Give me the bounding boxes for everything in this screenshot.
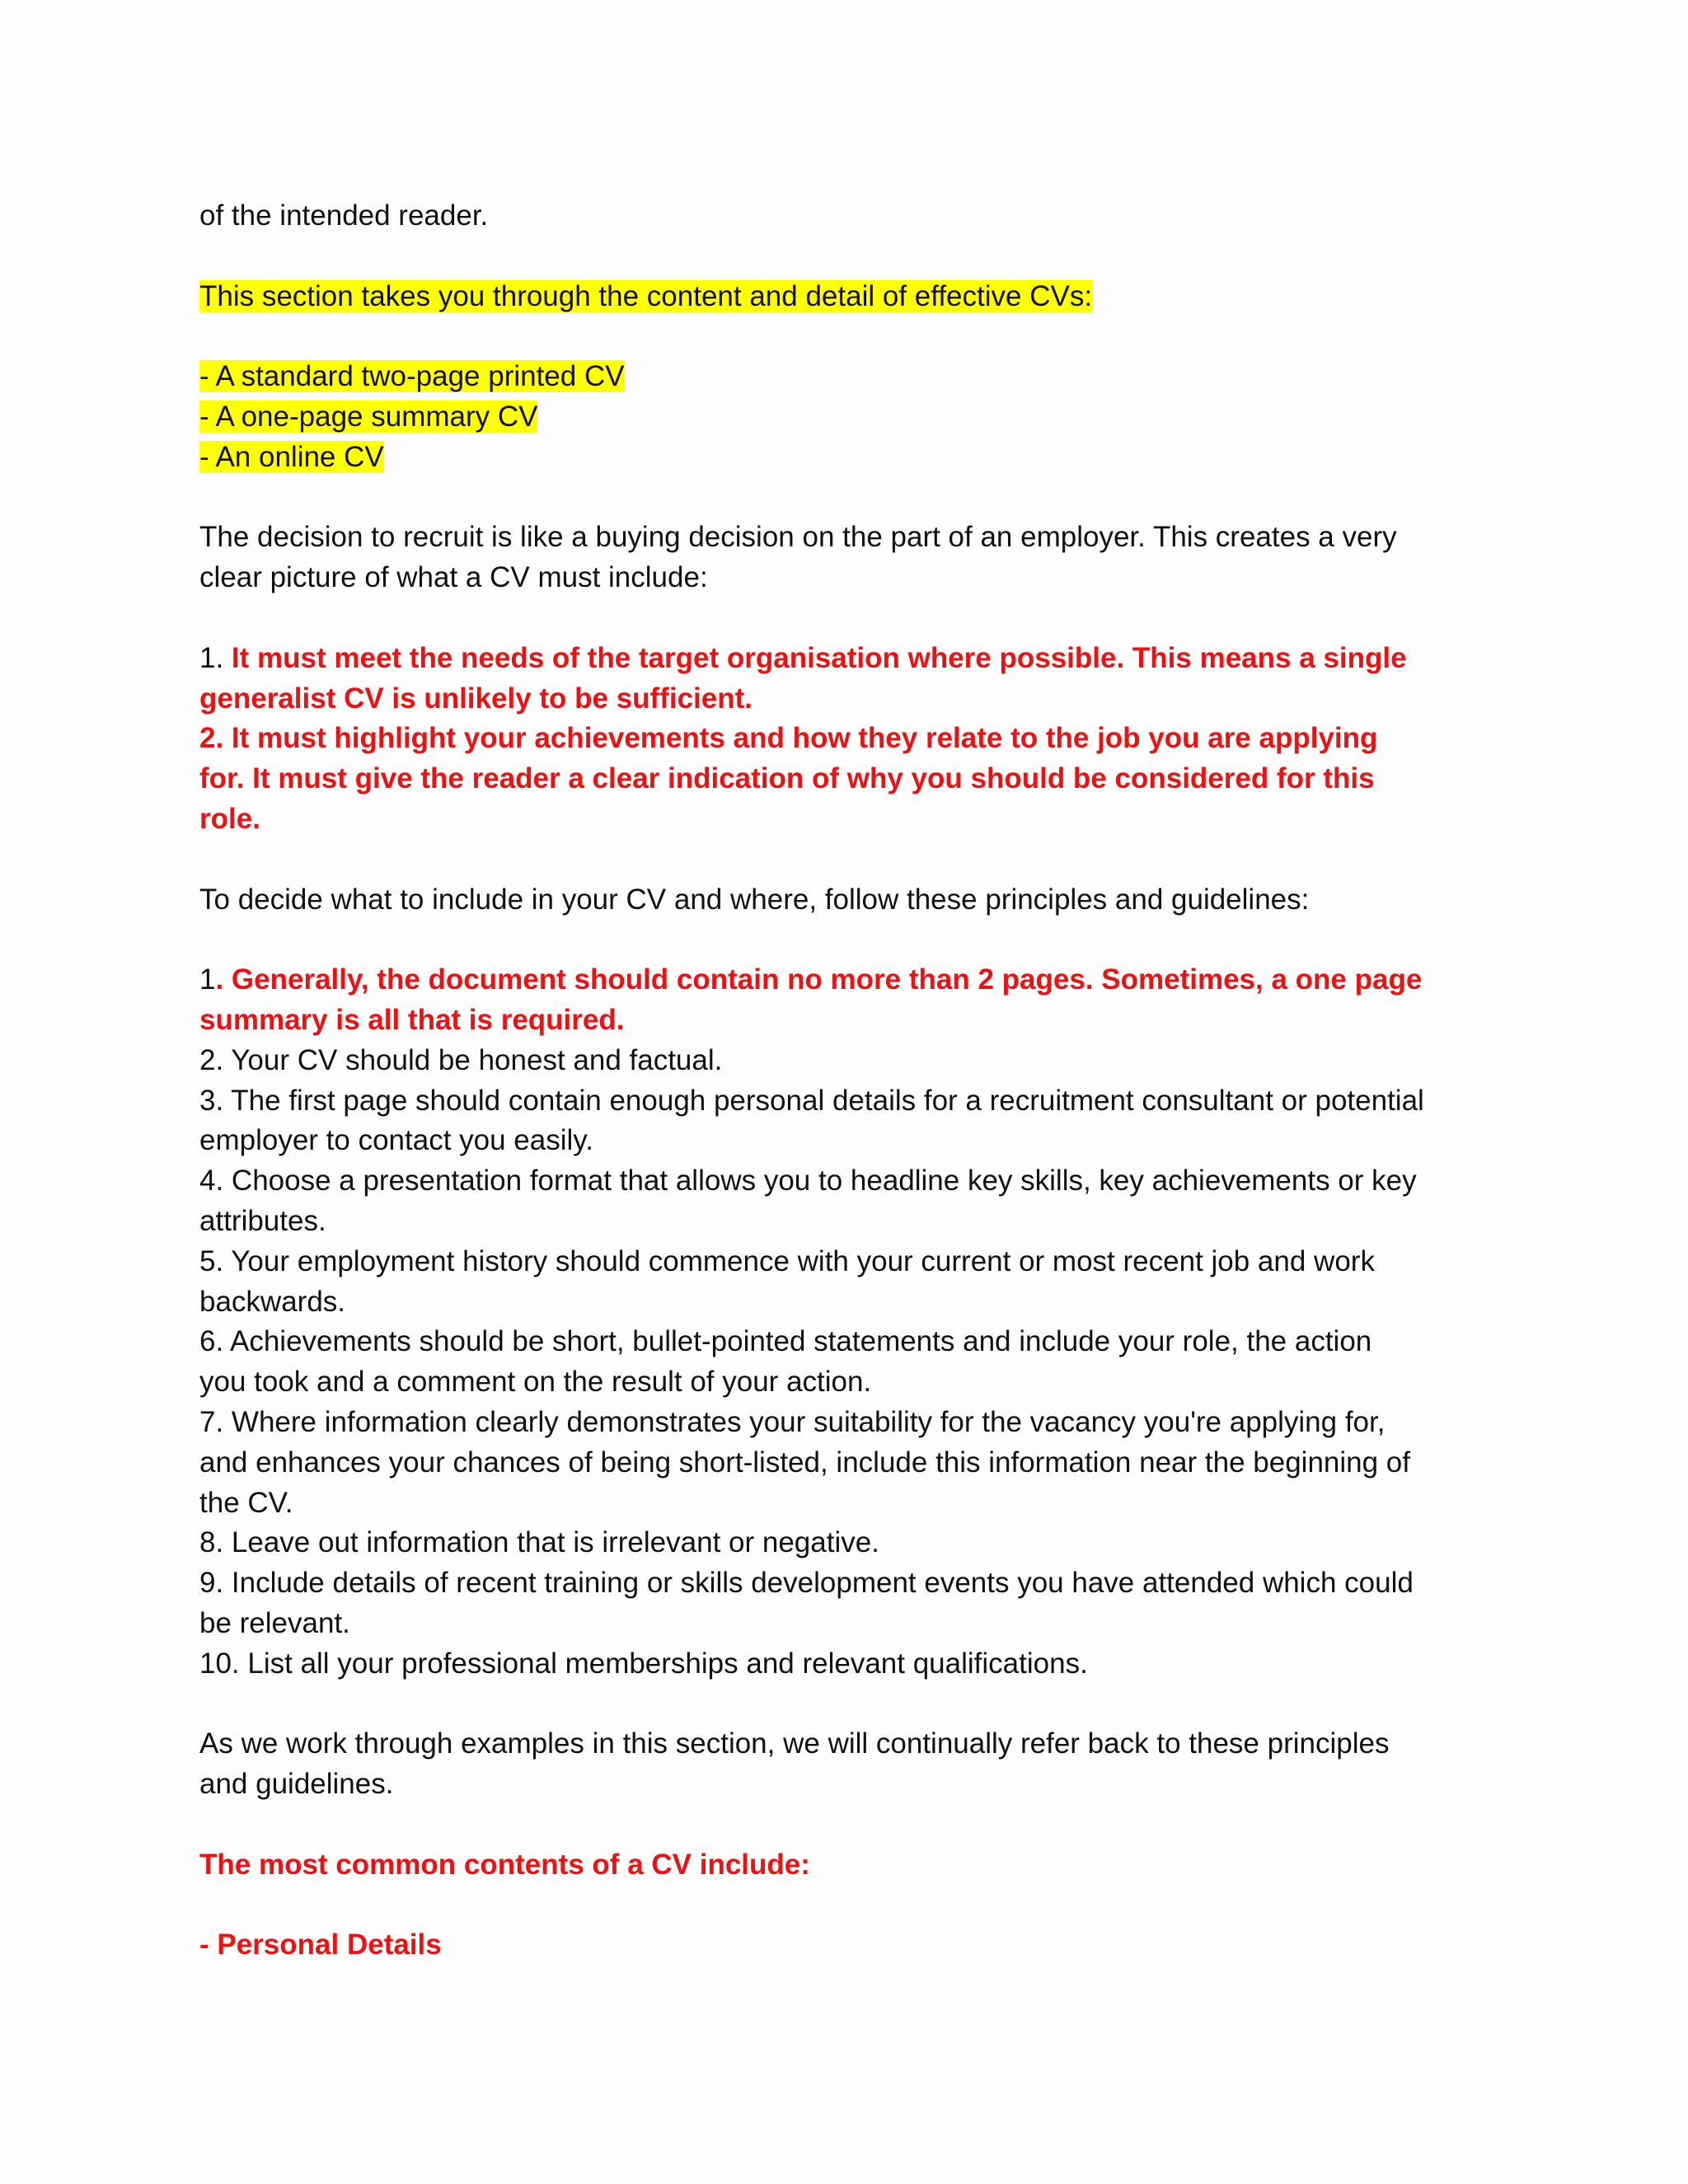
- principle-line: be relevant.: [199, 1606, 350, 1639]
- must-item-1-number: 1.: [199, 641, 224, 674]
- principle-line: 5. Your employment history should commence with your current or most recent job and work: [199, 1244, 1375, 1277]
- principle-line: 3. The first page should contain enough personal details for a recruitment consultant or potential: [199, 1084, 1424, 1117]
- spacer: [199, 1805, 1502, 1845]
- spacer: [199, 1684, 1502, 1724]
- spacer: [199, 237, 1502, 277]
- spacer: [199, 920, 1502, 960]
- highlight-list-item: [199, 397, 1502, 438]
- principle-line: employer to contact you easily.: [199, 1124, 593, 1157]
- spacer: [199, 840, 1502, 880]
- principle-line: 2. Your CV should be honest and factual.: [199, 1043, 723, 1076]
- common-contents-heading: The most common contents of a CV include:: [199, 1848, 810, 1881]
- must-item-2-continued: for. It must give the reader a clear indication of why you should be considered for this: [199, 762, 1375, 795]
- principle-line: 8. Leave out information that is irrelevant or negative.: [199, 1526, 879, 1559]
- common-contents-item: - Personal Details: [199, 1929, 442, 1961]
- must-item-1-text: It must meet the needs of the target organisation where possible. This means a single: [223, 641, 1407, 674]
- highlight-list-item-text: - A one-page summary CV: [199, 400, 538, 433]
- principles-list: [199, 1041, 1502, 1685]
- must-item-2-continued: role.: [199, 802, 260, 835]
- highlight-list-item: [199, 357, 1502, 397]
- principles-intro: To decide what to include in your CV and where, follow these principles and guidelines:: [199, 883, 1310, 916]
- highlight-list-item-text: - A standard two-page printed CV: [199, 360, 625, 393]
- closing-line: and guidelines.: [199, 1768, 394, 1801]
- principle-line: backwards.: [199, 1285, 346, 1318]
- highlight-intro: [199, 277, 1502, 317]
- spacer: [199, 598, 1502, 639]
- principle-line: 9. Include details of recent training or skills development events you have attended which could: [199, 1567, 1414, 1600]
- principle-line: and enhances your chances of being short-listed, include this information near the beginning of: [199, 1446, 1410, 1479]
- highlight-list-item-text: - An online CV: [199, 440, 384, 473]
- principle-1-continued: summary is all that is required.: [199, 1003, 625, 1036]
- principle-1: [199, 960, 1502, 1001]
- must-item-2: 2. It must highlight your achievements and how they relate to the job you are applying: [199, 722, 1378, 755]
- principle-line: 10. List all your professional memberships and relevant qualifications.: [199, 1647, 1088, 1680]
- spacer: [199, 1885, 1502, 1925]
- must-item-1-continued: generalist CV is unlikely to be sufficient.: [199, 682, 753, 715]
- closing-line: As we work through examples in this section, we will continually refer back to these principles: [199, 1727, 1390, 1760]
- highlight-intro-text: This section takes you through the content and detail of effective CVs:: [199, 279, 1093, 312]
- principle-line: 4. Choose a presentation format that allows you to headline key skills, key achievements or key: [199, 1165, 1417, 1197]
- principle-line: 6. Achievements should be short, bullet-pointed statements and include your role, the action: [199, 1325, 1372, 1358]
- spacer: [199, 316, 1502, 357]
- principle-1-number: 1: [199, 963, 216, 996]
- intro-line: of the intended reader.: [199, 199, 489, 232]
- spacer: [199, 478, 1502, 518]
- decision-paragraph-line: clear picture of what a CV must include:: [199, 561, 708, 594]
- must-item-1: [199, 639, 1502, 679]
- principle-line: you took and a comment on the result of your action.: [199, 1366, 872, 1399]
- principle-line: the CV.: [199, 1486, 293, 1519]
- document-body: [199, 196, 1502, 1966]
- principle-1-text: . Generally, the document should contain no more than 2 pages. Sometimes, a one page: [215, 963, 1423, 996]
- highlight-list-item: [199, 438, 1502, 478]
- principle-line: 7. Where information clearly demonstrates your suitability for the vacancy you're applying for,: [199, 1405, 1386, 1438]
- decision-paragraph-line: The decision to recruit is like a buying decision on the part of an employer. This creates a very: [199, 521, 1397, 554]
- principle-line: attributes.: [199, 1204, 326, 1237]
